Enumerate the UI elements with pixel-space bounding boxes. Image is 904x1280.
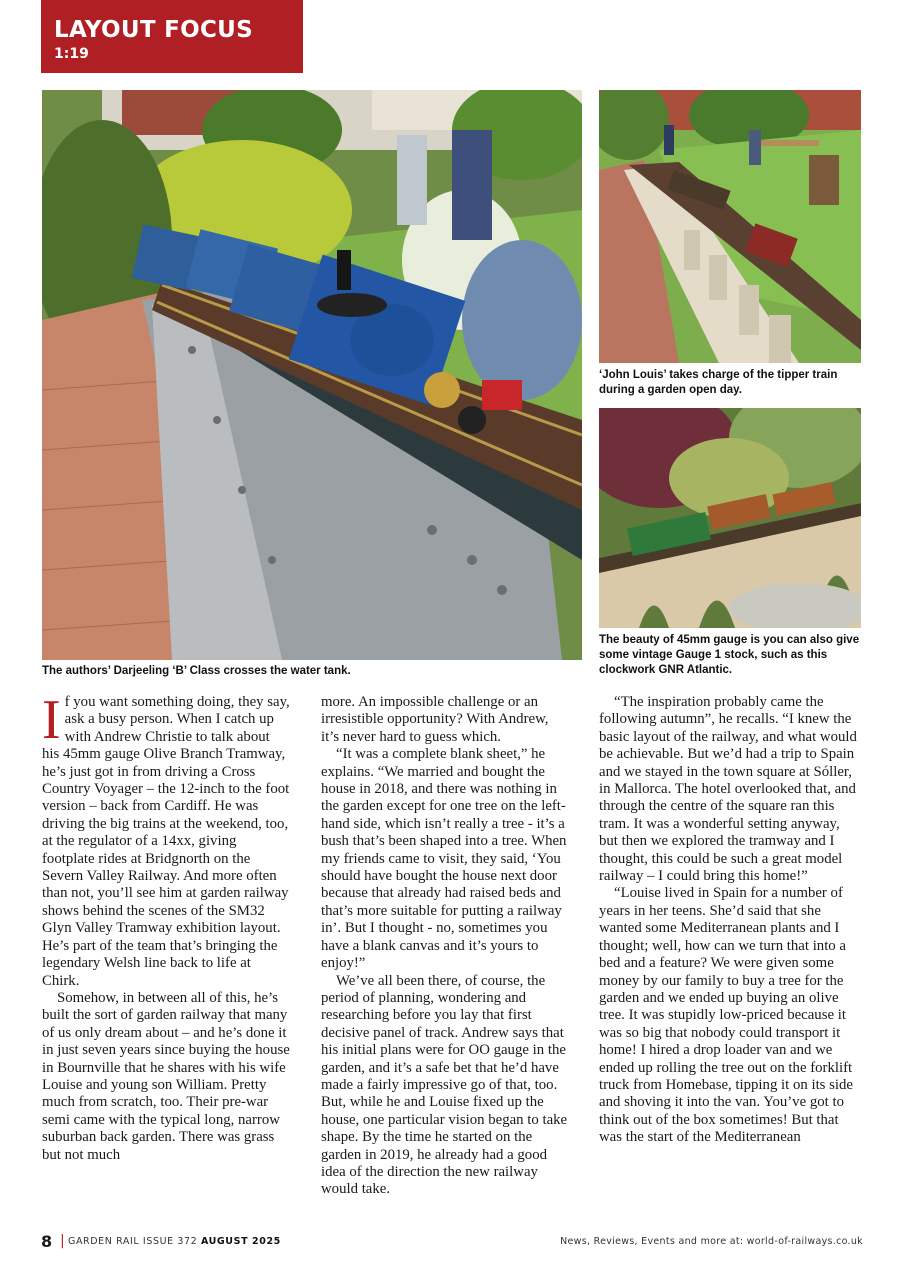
article-column-2 — [321, 694, 569, 1199]
section-title: LAYOUT FOCUS — [54, 17, 253, 43]
website-plug: News, Reviews, Events and more at: world-of-railways.co.uk — [560, 1236, 863, 1247]
top-right-caption: ‘John Louis’ takes charge of the tipper train during a garden open day. — [599, 369, 838, 396]
article-paragraph: If you want something doing, they say, ask a busy person. When I catch up with Andrew Christie to talk about his 45mm gauge Olive Branch Tramway, he’s just got in from driving a Cross Country Voyager – the 12-inch to the foot version – back from Cardiff. He was driving the big trains at the weekend, too, at the regulator of a 14xx, giving footplate rides at Bridgnorth on the Severn Valley Railway. And more often than not, you’ll see him at garden railway shows behind the scenes of the SM32 Glyn Valley Tramway exhibition layout. He’s part of the team that’s bringing the legendary Welsh line back to life at Chirk. — [42, 689, 290, 989]
main-photo — [42, 90, 582, 660]
article-paragraph: “Louise lived in Spain for a number of years in her teens. She’d said that she wanted some Mediterranean plants and I thought; well, how can we turn that into a bed and a feature? We were given some money by our family to buy a tree for the garden and we ended up buying an olive tree. It was stupidly low-priced because it was so big that nobody could transport it home! I hired a drop loader van and we ended up rolling the tree out on the forklift truck from Homebase, tipping it on its side and shoving it into the van. You’ve got to think out of the box sometimes! But that was the start of the Mediterranean — [599, 885, 853, 1146]
issue-date: AUGUST 2025 — [200, 1236, 281, 1247]
footer-separator: | — [60, 1233, 65, 1249]
article-paragraph: Somehow, in between all of this, he’s built the sort of garden railway that many of us only dream about – and he’s done it in just seven years since buying the house in Bournville that he shares with his wife Louise and young son William. Pretty much from scratch, too. Their pre-war semi came with the typical long, narrow suburban back garden. There was grass but not much — [42, 989, 290, 1163]
main-photo-caption: The authors’ Darjeeling ‘B’ Class crosses the water tank. — [42, 665, 351, 677]
page-footer — [41, 1232, 863, 1252]
article-paragraph: We’ve all been there, of course, the period of planning, wondering and researching before you lay that first decisive panel of track. Andrew says that his initial plans were for OO gauge in the garden, and it’s a safe bet that he’d have made a fairly impressive go of that, too. But, while he and Louise fixed up the house, one particular vision began to take shape. By the time he started on the garden in 2019, he already had a good idea of the direction the new railway would take. — [321, 972, 568, 1198]
article-column-3 — [599, 694, 861, 1147]
bottom-right-caption: The beauty of 45mm gauge is you can also give some vintage Gauge 1 stock, such as this clockwork GNR Atlantic. — [599, 634, 860, 676]
top-right-photo — [599, 90, 861, 363]
section-header — [41, 0, 303, 73]
magazine-issue: GARDEN RAIL ISSUE 372 AUGUST 2025 — [68, 1236, 281, 1247]
page-number: 8 — [41, 1232, 53, 1251]
article-paragraph: “It was a complete blank sheet,” he explains. “We married and bought the house in 2018, and there was nothing in the garden except for one tree on the left-hand side, which isn’t really a tree - it’s a bush that’s been shaped into a tree. When my friends came to visit, they said, ‘You should have bought the house next door because that already had raised beds and that’s more suitable for putting a railway in’. But I thought - no, sometimes you have a blank canvas and it’s yours to enjoy!” — [321, 746, 567, 972]
drop-cap: I — [42, 689, 61, 751]
scale-label: 1:19 — [54, 46, 89, 62]
bottom-right-photo — [599, 408, 861, 628]
article-column-1 — [42, 689, 290, 1164]
article-paragraph: more. An impossible challenge or an irresistible opportunity? With Andrew, it’s never hard to guess which. — [321, 694, 549, 745]
article-paragraph: “The inspiration probably came the following autumn”, he recalls. “I knew the basic layout of the railway, and what would be achievable. But we’d had a trip to Spain and we stayed in the town square at Sóller, in Mallorca. The hotel overlooked that, and through the centre of the square ran this tram. It was a wonderful setting anyway, but then we explored the tramway and I thought, this could be such a great model railway – I could bring this home!” — [599, 694, 857, 885]
